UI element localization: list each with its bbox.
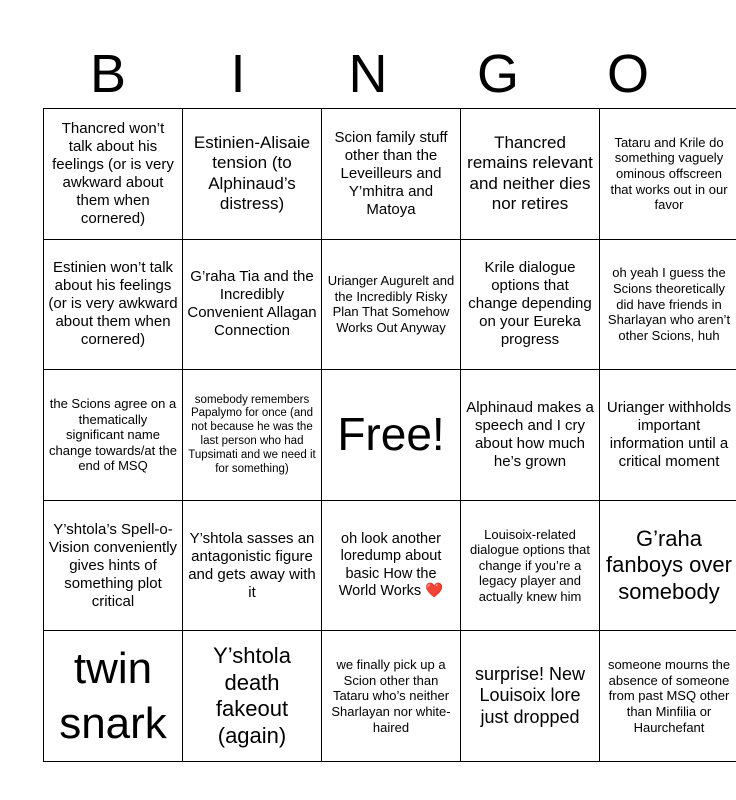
grid-row xyxy=(44,239,736,370)
header-letter-i: I xyxy=(230,44,246,104)
bingo-cell[interactable]: Estinien won’t talk about his feelings (or is very awkward about them when cornered) xyxy=(44,239,183,370)
grid-row xyxy=(44,631,736,762)
grid-row xyxy=(44,370,736,501)
grid-row xyxy=(44,109,736,240)
bingo-cell[interactable]: Urianger withholds important information until a critical moment xyxy=(600,370,736,501)
free-cell[interactable]: Free! xyxy=(322,370,461,501)
bingo-cell[interactable]: Thancred remains relevant and neither dies nor retires xyxy=(461,109,600,240)
bingo-cell[interactable]: Estinien-Alisaie tension (to Alphinaud’s distress) xyxy=(183,109,322,240)
header-letter-o: O xyxy=(606,44,649,104)
header-letter-b: B xyxy=(89,44,127,104)
bingo-cell[interactable]: surprise! New Louisoix lore just dropped xyxy=(461,631,600,762)
bingo-cell[interactable]: Scion family stuff other than the Leveilleurs and Y’mhitra and Matoya xyxy=(322,109,461,240)
bingo-cell[interactable]: we finally pick up a Scion other than Tataru who’s neither Sharlayan nor white-haired xyxy=(322,631,461,762)
bingo-grid xyxy=(43,108,736,762)
bingo-cell[interactable]: somebody remembers Papalymo for once (and not because he was the last person who had Tupsimati and we need it for something) xyxy=(183,370,322,501)
bingo-cell[interactable]: twin snark xyxy=(44,631,183,762)
header-letter-g: G xyxy=(476,44,519,104)
bingo-cell[interactable]: G’raha fanboys over somebody xyxy=(600,500,736,631)
bingo-cell[interactable]: Y’shtola death fakeout (again) xyxy=(183,631,322,762)
bingo-cell[interactable]: Louisoix-related dialogue options that change if you’re a legacy player and actually knew him xyxy=(461,500,600,631)
bingo-cell[interactable]: Alphinaud makes a speech and I cry about how much he’s grown xyxy=(461,370,600,501)
bingo-cell[interactable]: Krile dialogue options that change depending on your Eureka progress xyxy=(461,239,600,370)
bingo-cell[interactable]: Urianger Augurelt and the Incredibly Risky Plan That Somehow Works Out Anyway xyxy=(322,239,461,370)
bingo-cell[interactable]: someone mourns the absence of someone from past MSQ other than Minfilia or Haurchefant xyxy=(600,631,736,762)
bingo-cell[interactable]: oh yeah I guess the Scions theoretically did have friends in Sharlayan who aren’t other Scions, huh xyxy=(600,239,736,370)
bingo-cell[interactable]: Y’shtola’s Spell-o-Vision conveniently gives hints of something plot critical xyxy=(44,500,183,631)
bingo-cell[interactable]: Tataru and Krile do something vaguely ominous offscreen that works out in our favor xyxy=(600,109,736,240)
bingo-cell[interactable]: oh look another loredump about basic How the World Works ❤️ xyxy=(322,500,461,631)
bingo-cell[interactable]: G’raha Tia and the Incredibly Convenient Allagan Connection xyxy=(183,239,322,370)
bingo-header xyxy=(43,40,693,108)
bingo-cell[interactable]: the Scions agree on a thematically significant name change towards/at the end of MSQ xyxy=(44,370,183,501)
bingo-cell[interactable]: Y’shtola sasses an antagonistic figure and gets away with it xyxy=(183,500,322,631)
header-letter-n: N xyxy=(348,44,388,104)
grid-row xyxy=(44,500,736,631)
bingo-cell[interactable]: Thancred won’t talk about his feelings (or is very awkward about them when cornered) xyxy=(44,109,183,240)
